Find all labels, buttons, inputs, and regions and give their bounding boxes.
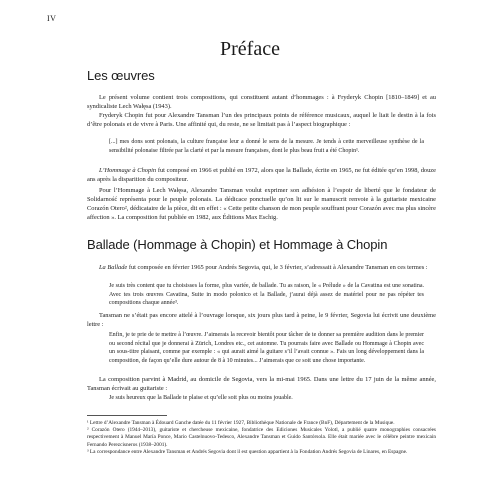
paragraph-ballade-intro (87, 263, 436, 272)
paragraph-chopin: Fryderyk Chopin fut pour Alexandre Tansman l’un des principaux points de référence musicaux, auquel le liait le destin à la fois d’être polonais et de vivre à Paris. Une affinité qui, du reste, ne se limitait pas à l’aspect biographique : (87, 112, 436, 128)
work-title-ballade: La Ballade (99, 264, 128, 271)
work-title-hommage-walesa: Pour l’Hommage à Lech Wałęsa (99, 187, 187, 194)
paragraph-hommage-walesa-text: , Alexandre Tansman voulut exprimer son adhésion à l’espoir de liberté que le fondateur de Solidarność représenta pour le peuple polonais. La dédicace ponctuelle qu’on lit sur le manuscrit renvoie à la guitariste mexicaine Corazón Otero², dédicataire de la pièce, dit en effet : « Cette petite chanson de mon peuple souffrant pour Corazón avec ma plus sincère affection ». La composition fut publiée en 1982, aux Éditions Max Eschig. (87, 187, 436, 221)
paragraph-intro: Le présent volume contient trois compositions, qui constituent autant d’hommages : à Fryderyk Chopin [1810–1849] et au syndicaliste Lech Wałęsa (1943). (87, 94, 436, 110)
paragraph-hommage-walesa (87, 186, 436, 222)
footnote-3: ³ La correspondance entre Alexandre Tansman et Andrés Segovia dont il est question appartient à la Fondation Andrés Segovia de Linares, en Espagne. (87, 448, 408, 455)
section-heading-ballade: Ballade (Hommage à Chopin) et Hommage à Chopin (87, 237, 388, 252)
page-number: IV (47, 14, 57, 23)
footnotes (87, 420, 436, 456)
paragraph-hommage-chopin (87, 166, 436, 184)
quote-tansman: [...] mes dons sont polonais, la culture française leur a donné le sens de la mesure. Je tends à cette merveilleuse synthèse de la sensibilité polonaise filtrée par la clarté et par la mesure françaises, dont le plus beau fruit a été Chopin¹. (109, 139, 424, 154)
section-heading-works: Les œuvres (87, 68, 155, 83)
quote-segovia-2: Enfin, je te prie de te mettre à l’œuvre. J’aimerais la recevoir bientôt pour tâcher de te donner sa première audition dans le premier ou second récital que je donnerai à Zürich, Londres etc., cet automne. Tu pourrais faire avec Ballade ou Hommage à Chopin avec un sous-titre plaisant, comme par exemple : « qui aurait aimé la guitare s’il l’avait connue ». Fais un long développement dans la composition, de façon qu’elle dure autour de 8 à 10 minutes... J’aimerais que ce soit une chose importante. (109, 332, 424, 364)
paragraph-ballade-intro-text: fut composée en février 1965 pour Andrés Segovia, qui, le 3 février, s’adressait à Alexandre Tansman en ces termes : (127, 264, 428, 271)
footnote-rule (87, 415, 167, 416)
quote-segovia-1: Je suis très content que tu choisisses la forme, plus variée, de ballade. Tu as raison, le « Prélude » de la Cavatina est une sonatina. Avec tes trois œuvres Cavatina, Suite in modo polonico et la Ballade, j’aurai déjà assez de matériel pour ne pas répéter tes compositions chaque année³. (109, 283, 424, 307)
page-title: Préface (220, 38, 280, 60)
paragraph-hommage-chopin-text: fut composé en 1966 et publié en 1972, alors que la Ballade, écrite en 1965, ne fut éditée qu’en 1998, douze ans après la disparition du compositeur. (87, 167, 436, 183)
footnote-1: ¹ Lettre d’Alexandre Tansman à Édouard Ganche datée du 11 février 1927, Bibliothèque Nationale de France (BnF), Département de la Musique. (87, 420, 395, 426)
quote-tansman-2: Je suis heureux que la Ballade te plaise et qu’elle soit plus ou moins jouable. (109, 395, 293, 401)
paragraph-second-letter: Tansman ne s’était pas encore attelé à l’ouvrage lorsque, six jours plus tard à peine, le 9 février, Segovia lui écrivit une deuxième lettre : (87, 312, 436, 328)
footnote-2: ² Corazón Otero (1944–2013), guitariste et chercheuse mexicaine, fondatrice des Ediciones Musicales Yolotl, a publié quatre monographies consacrées respectivement à Manuel María Ponce, Mario Castelnuovo-Tedesco, Alexandre Tansman et Guido Santórsola. Elle était mariée avec le célèbre peintre mexicain Fernando Perezcisneros (1938–2001). (87, 427, 436, 448)
paragraph-madrid: La composition parvint à Madrid, au domicile de Segovia, vers la mi-mai 1965. Dans une lettre du 17 juin de la même année, Tansman écrivait au guitariste : (87, 376, 436, 392)
work-title-hommage-chopin: L’Hommage à Chopin (99, 167, 157, 174)
